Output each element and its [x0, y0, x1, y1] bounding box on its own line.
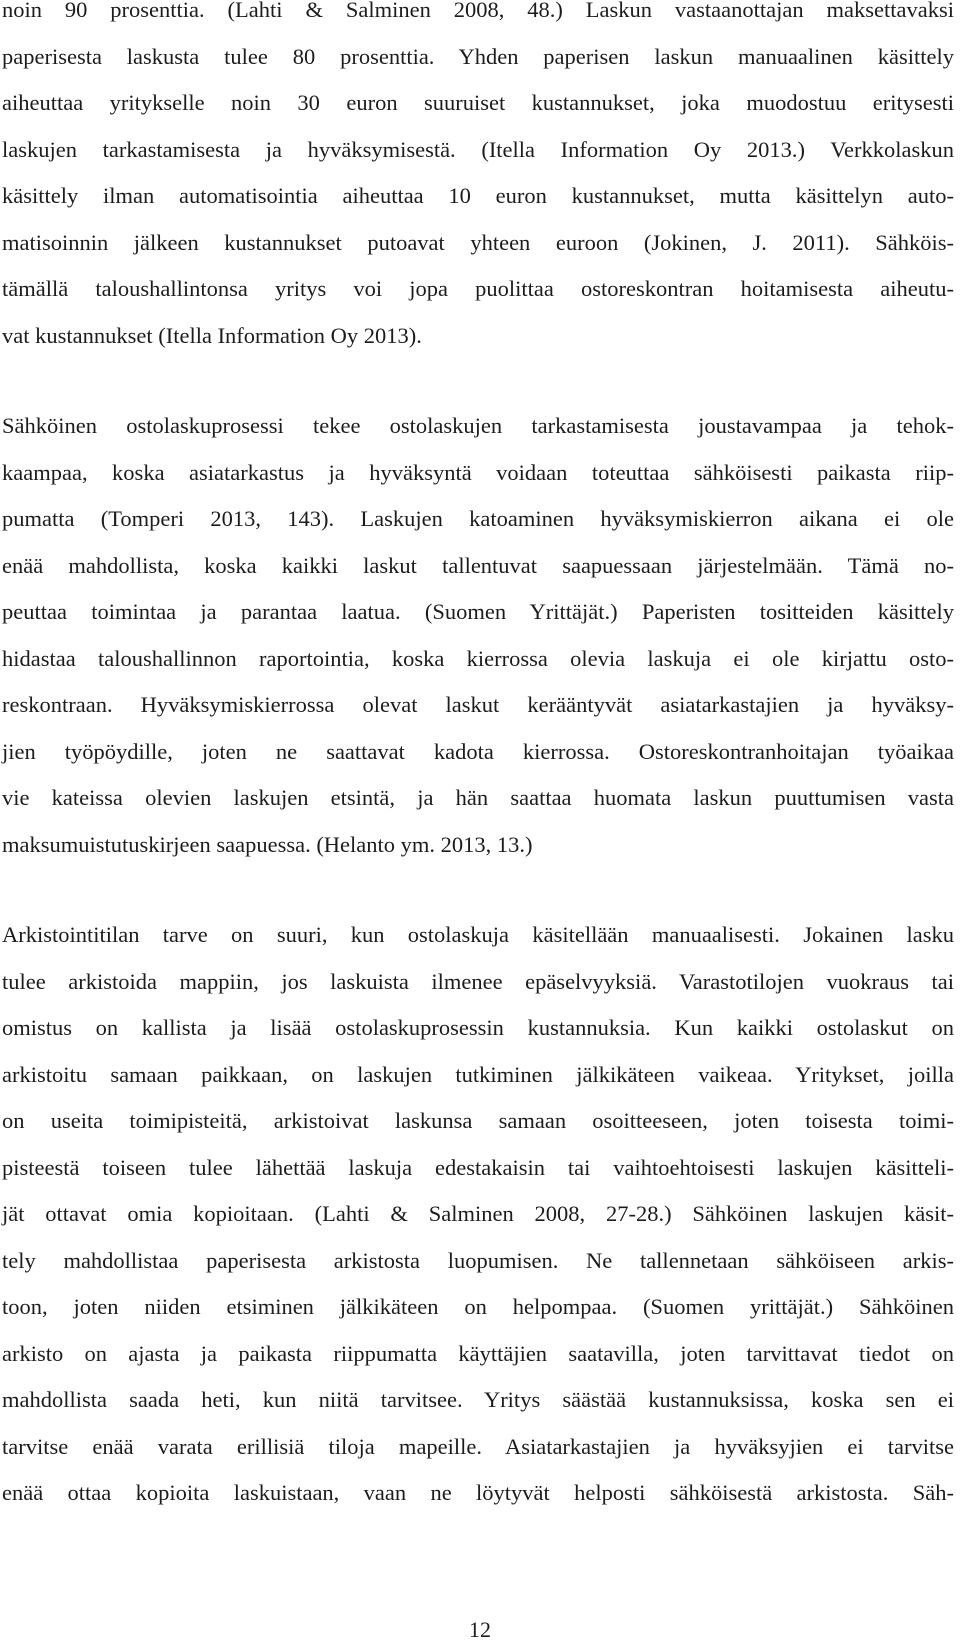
text-line: peuttaa toimintaa ja parantaa laatua. (Suomen Yrittäjät.) Paperisten tositteiden käsittely	[2, 599, 954, 624]
paragraph-electronic-process	[2, 412, 954, 877]
text-line: käsittely ilman automatisointia aiheuttaa 10 euron kustannukset, mutta käsittelyn auto-	[2, 183, 954, 208]
text-line: jät ottavat omia kopioitaan. (Lahti & Salminen 2008, 27-28.) Sähköinen laskujen käsit-	[2, 1201, 954, 1226]
text-line: aiheuttaa yritykselle noin 30 euron suuruiset kustannukset, joka muodostuu eritysesti	[2, 90, 954, 115]
text-line: arkistoitu samaan paikkaan, on laskujen tutkiminen jälkikäteen vaikeaa. Yritykset, joilla	[2, 1061, 954, 1087]
text-line: Sähköinen ostolaskuprosessi tekee ostolaskujen tarkastamisesta joustavampaa ja tehok-	[2, 413, 954, 438]
text-line: vat kustannukset (Itella Information Oy 2013).	[2, 322, 422, 348]
paragraph-costs	[2, 0, 954, 368]
text-line: pumatta (Tomperi 2013, 143). Laskujen katoaminen hyväksymiskierron aikana ei ole	[2, 506, 954, 531]
text-line: noin 90 prosenttia. (Lahti & Salminen 2008, 48.) Laskun vastaanottajan maksettavaksi	[2, 0, 954, 22]
text-line: tämällä taloushallintonsa yritys voi jopa puolittaa ostoreskontran hoitamisesta aiheutu-	[2, 276, 954, 301]
text-line: toon, joten niiden etsiminen jälkikäteen on helpompaa. (Suomen yrittäjät.) Sähköinen	[2, 1294, 954, 1319]
text-line: tarvitse enää varata erillisiä tiloja mapeille. Asiatarkastajien ja hyväksyjien ei tarvitse	[2, 1433, 954, 1459]
text-line: mahdollista saada heti, kun niitä tarvitsee. Yritys säästää kustannuksissa, koska sen ei	[2, 1387, 954, 1412]
text-line: omistus on kallista ja lisää ostolaskuprosessin kustannuksia. Kun kaikki ostolaskut on	[2, 1015, 954, 1040]
page-number: 12	[469, 1617, 491, 1642]
text-line: tulee arkistoida mappiin, jos laskuista ilmenee epäselvyyksiä. Varastotilojen vuokraus tai	[2, 968, 954, 994]
text-line: arkisto on ajasta ja paikasta riippumatta käyttäjien saatavilla, joten tarvittavat tiedot on	[2, 1340, 954, 1366]
text-line: on useita toimipisteitä, arkistoivat laskunsa samaan osoitteeseen, joten toisesta toimi-	[2, 1108, 954, 1133]
text-line: kaampaa, koska asiatarkastus ja hyväksyntä voidaan toteuttaa sähköisesti paikasta riip-	[2, 459, 954, 485]
text-line: pisteestä toiseen tulee lähettää laskuja edestakaisin tai vaihtoehtoisesti laskujen käsitteli-	[2, 1154, 954, 1180]
text-line: matisoinnin jälkeen kustannukset putoavat yhteen euroon (Jokinen, J. 2011). Sähköis-	[2, 229, 954, 255]
text-line: tely mahdollistaa paperisesta arkistosta luopumisen. Ne tallennetaan sähköiseen arkis-	[2, 1247, 954, 1273]
text-line: hidastaa taloushallinnon raportointia, koska kierrossa olevia laskuja ei ole kirjattu osto-	[2, 645, 954, 671]
text-line: jien työpöydille, joten ne saattavat kadota kierrossa. Ostoreskontranhoitajan työaikaa	[2, 738, 954, 764]
text-line: reskontraan. Hyväksymiskierrossa olevat laskut kerääntyvät asiatarkastajien ja hyväksy-	[2, 692, 954, 717]
text-line: enää ottaa kopioita laskuistaan, vaan ne löytyvät helposti sähköisestä arkistosta. Säh-	[2, 1480, 954, 1505]
text-line: maksumuistutuskirjeen saapuessa. (Helanto ym. 2013, 13.)	[2, 831, 533, 857]
text-line: Arkistointitilan tarve on suuri, kun ostolaskuja käsitellään manuaalisesti. Jokainen lasku	[2, 922, 954, 947]
text-line: laskujen tarkastamisesta ja hyväksymisestä. (Itella Information Oy 2013.) Verkkolaskun	[2, 136, 954, 162]
paragraph-archiving	[2, 921, 954, 1526]
text-line: enää mahdollista, koska kaikki laskut tallentuvat saapuessaan järjestelmään. Tämä no-	[2, 552, 954, 578]
text-line: vie kateissa olevien laskujen etsintä, ja hän saattaa huomata laskun puuttumisen vasta	[2, 785, 954, 810]
text-line: paperisesta laskusta tulee 80 prosenttia. Yhden paperisen laskun manuaalinen käsittely	[2, 43, 954, 69]
